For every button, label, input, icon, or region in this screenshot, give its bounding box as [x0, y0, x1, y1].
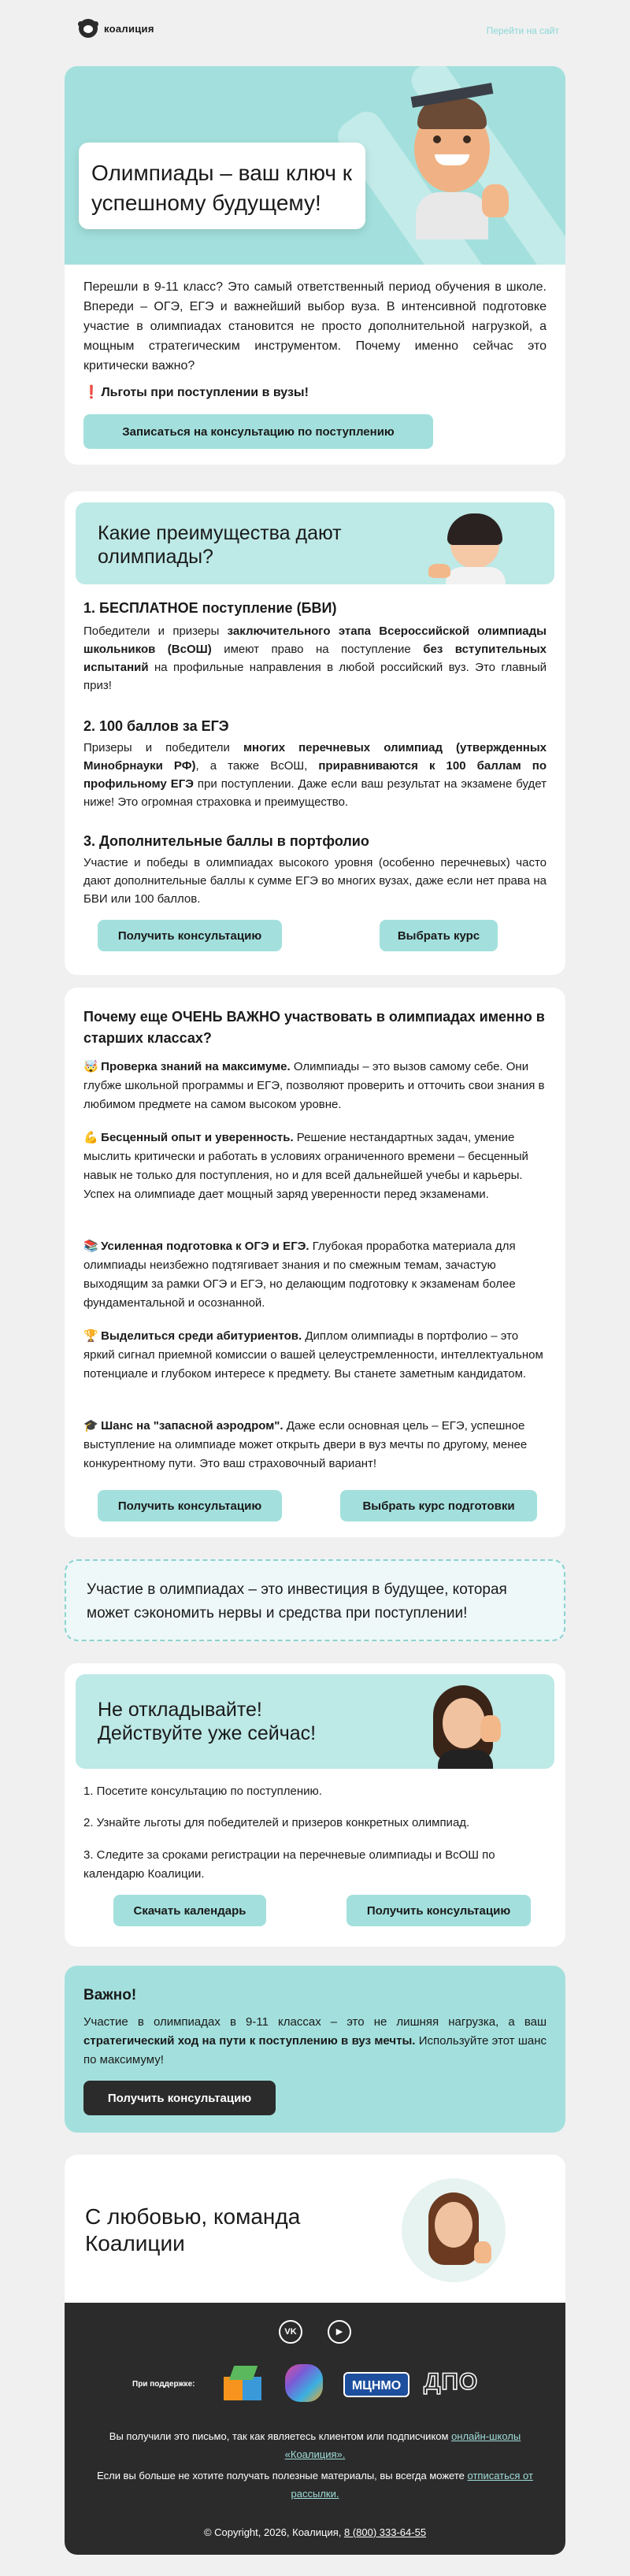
- get-consultation-button-3[interactable]: Получить консультацию: [346, 1895, 531, 1926]
- footer-unsubscribe-note: Если вы больше не хотите получать полезные материалы, вы всегда можете отписаться от рассылки.: [97, 2470, 533, 2500]
- partner-cube-logo-icon: [224, 2366, 266, 2405]
- logo-text: коалиция: [104, 22, 154, 35]
- reason-1: 🤯 Проверка знаний на максимуме. Олимпиады – это вызов самому себе. Они глубже школьной программы и ЕГЭ, позволяют проверить и отточить свои знания в любимом предмете на самом высоком уровне.: [83, 1057, 547, 1114]
- action-banner: [76, 1674, 554, 1769]
- reason-3: 📚 Усиленная подготовка к ОГЭ и ЕГЭ. Глубокая проработка материала для олимпиады неизбежно подтягивает знания и по смежным темам, зачастую выходящим за рамки ОГЭ и ЕГЭ, но делающим подготовку к экзаменам более фундаментальной и осознанной.: [83, 1236, 547, 1313]
- books-icon: 📚: [83, 1239, 98, 1253]
- action-card: [65, 1663, 565, 1947]
- get-consultation-button[interactable]: Получить консультацию: [98, 920, 282, 951]
- support-label: При поддержке:: [132, 2380, 195, 2389]
- choose-course-button[interactable]: Выбрать курс: [380, 920, 498, 951]
- advantage-2-text: Призеры и победители многих перечневых олимпиад (утвержденных Минобрнауки РФ), а также ВсОШ, приравниваются к 100 баллам по профильному ЕГЭ при поступлении. Даже если ваш результат на экзамене будет ниже! Это огромная страховка и преимущество.: [83, 741, 547, 809]
- step-3: 3. Следите за сроками регистрации на перечневые олимпиады и ВсОШ по календарю Коалиции.: [83, 1848, 495, 1881]
- partner-dpo-logo: ДПО: [424, 2369, 479, 2395]
- signoff-card: [65, 2155, 565, 2303]
- koala-logo-icon: [79, 19, 98, 38]
- logo[interactable]: [79, 19, 154, 38]
- advantage-1-text: Победители и призеры заключительного этапа Всероссийской олимпиады школьников (ВсОШ) имеют право на поступление без вступительных испытаний на профильные направления в любой российский вуз. Это главный приз!: [83, 625, 547, 692]
- site-link[interactable]: Перейти на сайт: [486, 25, 559, 36]
- advantage-3-title: 3. Дополнительные баллы в портфолио: [83, 833, 369, 849]
- reasons-title: Почему еще ОЧЕНЬ ВАЖНО участвовать в олимпиадах именно в старших классах?: [83, 1009, 545, 1046]
- step-1: 1. Посетите консультацию по поступлению.: [83, 1785, 322, 1798]
- reason-2: 💪 Бесценный опыт и уверенность. Решение нестандартных задач, умение мыслить критически и работать в условиях ограниченного времени – бесценный навык не только для поступления, но и для всей дальнейшей учебы и карьеры. Успех на олимпиаде дает мощный заряд уверенности перед экзаменами.: [83, 1128, 547, 1204]
- flexed-biceps-icon: 💪: [83, 1130, 98, 1144]
- advantages-banner: [76, 502, 554, 584]
- advantage-3-text: Участие и победы в олимпиадах высокого уровня (особенно перечневых) часто дают дополнительные баллы к сумме ЕГЭ во многих вузах, даже если нет права на БВИ или 100 баллов.: [83, 856, 547, 906]
- get-consultation-button-4[interactable]: Получить консультацию: [83, 2081, 276, 2115]
- get-consultation-button-2[interactable]: Получить консультацию: [98, 1490, 282, 1522]
- hero-banner: [65, 66, 565, 265]
- header: [79, 17, 559, 44]
- hero-title: Олимпиады – ваш ключ к успешному будущему!: [79, 143, 365, 229]
- quote-card: [65, 1559, 565, 1641]
- reason-5: 🎓 Шанс на "запасной аэродром". Даже если основная цель – ЕГЭ, успешное выступление на олимпиаде может открыть двери в вуз мечты по другому, менее конкурентному пути. Это ваш страховочный вариант!: [83, 1416, 547, 1473]
- download-calendar-button[interactable]: Скачать календарь: [113, 1895, 266, 1926]
- partner-mccme-logo: МЦНМО: [343, 2372, 410, 2397]
- action-title: Не откладывайте! Действуйте уже сейчас!: [98, 1699, 317, 1744]
- important-title: Важно!: [83, 1987, 137, 2003]
- advantages-card: [65, 491, 565, 975]
- mind-blown-icon: 🤯: [83, 1059, 98, 1073]
- school-link[interactable]: онлайн-школы «Коалиция».: [284, 2430, 521, 2460]
- copyright: © Copyright, 2026, Коалиция, 8 (800) 333-64-55: [203, 2526, 427, 2538]
- partner-gem-logo-icon: [285, 2364, 323, 2402]
- signoff-text: С любовью, команда Коалиции: [85, 2204, 301, 2255]
- footer: [65, 2303, 565, 2555]
- important-text: Участие в олимпиадах в 9-11 классах – это не лишняя нагрузка, а ваш стратегический ход на пути к поступлению в вуз мечты. Используйте этот шанс по максимуму!: [83, 2015, 547, 2066]
- vk-icon[interactable]: VK: [279, 2320, 302, 2344]
- advantages-title: Какие преимущества дают олимпиады?: [98, 522, 342, 568]
- important-card: [65, 1966, 565, 2133]
- phone-link[interactable]: 8 (800) 333-64-55: [343, 2526, 427, 2538]
- exclamation-icon: ❗: [83, 384, 99, 399]
- footer-subscription-note: Вы получили это письмо, так как являетесь клиентом или подписчиком онлайн-школы «Коалиция».: [109, 2430, 521, 2460]
- choose-prep-course-button[interactable]: Выбрать курс подготовки: [340, 1490, 537, 1522]
- youtube-icon[interactable]: ▶: [328, 2320, 351, 2344]
- unsubscribe-link[interactable]: отписаться от рассылки.: [291, 2470, 533, 2500]
- partners-row: [65, 2361, 565, 2408]
- hero-highlight: [83, 384, 309, 400]
- reasons-card: [65, 988, 565, 1537]
- quote-text: Участие в олимпиадах – это инвестиция в будущее, которая может сэкономить нервы и средства при поступлении!: [87, 1581, 507, 1622]
- trophy-icon: 🏆: [83, 1329, 98, 1343]
- signup-consultation-button[interactable]: Записаться на консультацию по поступлению: [83, 414, 433, 449]
- advantage-1-title: 1. БЕСПЛАТНОЕ поступление (БВИ): [83, 600, 337, 616]
- advantage-2-title: 2. 100 баллов за ЕГЭ: [83, 718, 229, 734]
- step-2: 2. Узнайте льготы для победителей и призеров конкретных олимпиад.: [83, 1816, 470, 1829]
- graduation-cap-icon: 🎓: [83, 1418, 98, 1433]
- hero-highlight-text: Льготы при поступлении в вузы!: [101, 386, 309, 399]
- hero-intro: Перешли в 9-11 класс? Это самый ответственный период обучения в школе. Впереди – ОГЭ, ЕГЭ и важнейший выбор вуза. В интенсивной подготовке участие в олимпиадах становится не просто дополнительной нагрузкой, а мощным стратегическим инструментом. Почему именно сейчас это критически важно?: [83, 280, 547, 373]
- reason-4: 🏆 Выделиться среди абитуриентов. Диплом олимпиады в портфолио – это яркий сигнал приемной комиссии о вашей целеустремленности, интеллектуальном потенциале и глубоком интересе к предмету. Вы станете заметным кандидатом.: [83, 1326, 547, 1384]
- hero-card: [65, 66, 565, 465]
